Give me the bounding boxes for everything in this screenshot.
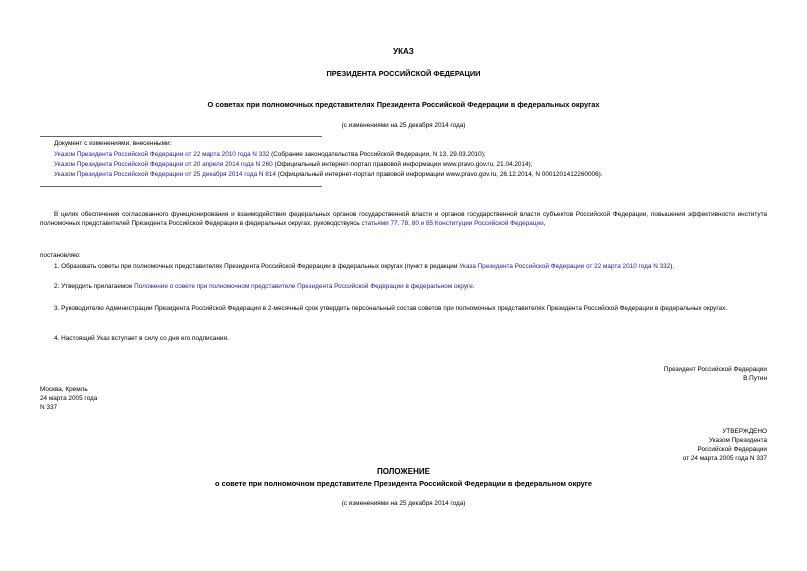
approval-approved: УТВЕРЖДЕНО: [722, 428, 767, 435]
changes-item-1-text: (Собрание законодательства Российской Федерации, N 13, 29.03.2010);: [269, 151, 486, 158]
approval-block: [683, 427, 767, 463]
point-1-end: ).: [670, 263, 675, 270]
decree-number: N 337: [40, 404, 58, 411]
point-1-text: 1. Образовать советы при полномочных представителях Президента Российской Федерации в федеральных округах (пункт в редакции: [54, 263, 460, 270]
regulation-title: ПОЛОЖЕНИЕ: [377, 467, 430, 476]
resolved-label: постановляю:: [40, 252, 81, 259]
signature-block: [664, 365, 767, 383]
changes-item-2-text: (Официальный интернет-портал правовой информации www.pravo.gov.ru, 21.04.2014);: [272, 161, 533, 168]
preamble-end: ,: [543, 220, 546, 227]
decree-heading: О советах при полномочных представителях Президента Российской Федерации в федеральных округах: [207, 100, 600, 109]
regulation-subtitle: о совете при полномочном представителе Президента Российской Федерации в федеральном округе: [215, 479, 592, 488]
point-2: [40, 282, 767, 291]
changes-item-3: [54, 170, 603, 179]
regulation-amendment-note: (с изменениями на 25 декабря 2014 года): [341, 500, 466, 507]
changes-item-1: [54, 150, 486, 159]
preamble-text: В целях обеспечения согласованного функционирования и взаимодействия федеральных органов государственной власти и органов государственной власти субъектов Российской Федерации, повышения эффективности института полномочных представителей Президента Российской Федерации в федеральных округах, руководствуясь: [40, 211, 767, 227]
changes-bottom-divider: [40, 186, 322, 187]
constitution-articles-link[interactable]: статьями 77, 78, 80 и 85 Конституции Российской Федерации: [361, 220, 544, 227]
approval-line-2: Российской Федерации: [697, 446, 767, 453]
decree-subtitle: ПРЕЗИДЕНТА РОССИЙСКОЙ ФЕДЕРАЦИИ: [326, 69, 481, 78]
changes-item-1-link[interactable]: Указом Президента Российской Федерации от 22 марта 2010 года N 332: [54, 151, 270, 158]
changes-top-divider: [40, 136, 322, 137]
point-4: 4. Настоящий Указ вступает в силу со дня его подписания.: [54, 335, 229, 342]
point-3: 3. Руководителю Администрации Президента Российской Федерации в 2-месячный срок утвердить персональный состав советов при полномочных представителях Президента Российской Федерации в федеральных округах.: [54, 305, 728, 312]
date: 24 марта 2005 года: [40, 395, 98, 402]
changes-item-2-link[interactable]: Указом Президента Российской Федерации от 20 апреля 2014 года N 260: [54, 161, 273, 168]
decree-title: УКАЗ: [393, 47, 414, 56]
place-date-block: [40, 385, 97, 412]
changes-item-2: [54, 160, 532, 169]
point-1-link[interactable]: Указа Президента Российской Федерации от 22 марта 2010 года N 332: [459, 263, 671, 270]
regulation-link[interactable]: Положение о совете при полномочном представителе Президента Российской Федерации в федеральном округе: [134, 283, 473, 290]
signature-position: Президент Российской Федерации: [663, 366, 767, 373]
approval-line-3: от 24 марта 2005 года N 337: [682, 455, 767, 462]
point-2-text: 2. Утвердить прилагаемое: [54, 283, 135, 290]
place: Москва, Кремль: [40, 386, 88, 393]
signature-name: В.Путин: [743, 375, 767, 382]
approval-line-1: Указом Президента: [708, 437, 767, 444]
changes-intro: Документ с изменениями, внесенными:: [54, 140, 172, 147]
changes-item-3-link[interactable]: Указом Президента Российской Федерации от 25 декабря 2014 года N 814: [54, 171, 276, 178]
decree-amendment-note: (с изменениями на 25 декабря 2014 года): [341, 122, 466, 129]
point-2-end: .: [472, 283, 475, 290]
changes-item-3-text: (Официальный интернет-портал правовой информации www.pravo.gov.ru, 26.12.2014, N 0001201412260006).: [275, 171, 603, 178]
point-1: [40, 262, 767, 271]
preamble-paragraph: [40, 210, 767, 228]
